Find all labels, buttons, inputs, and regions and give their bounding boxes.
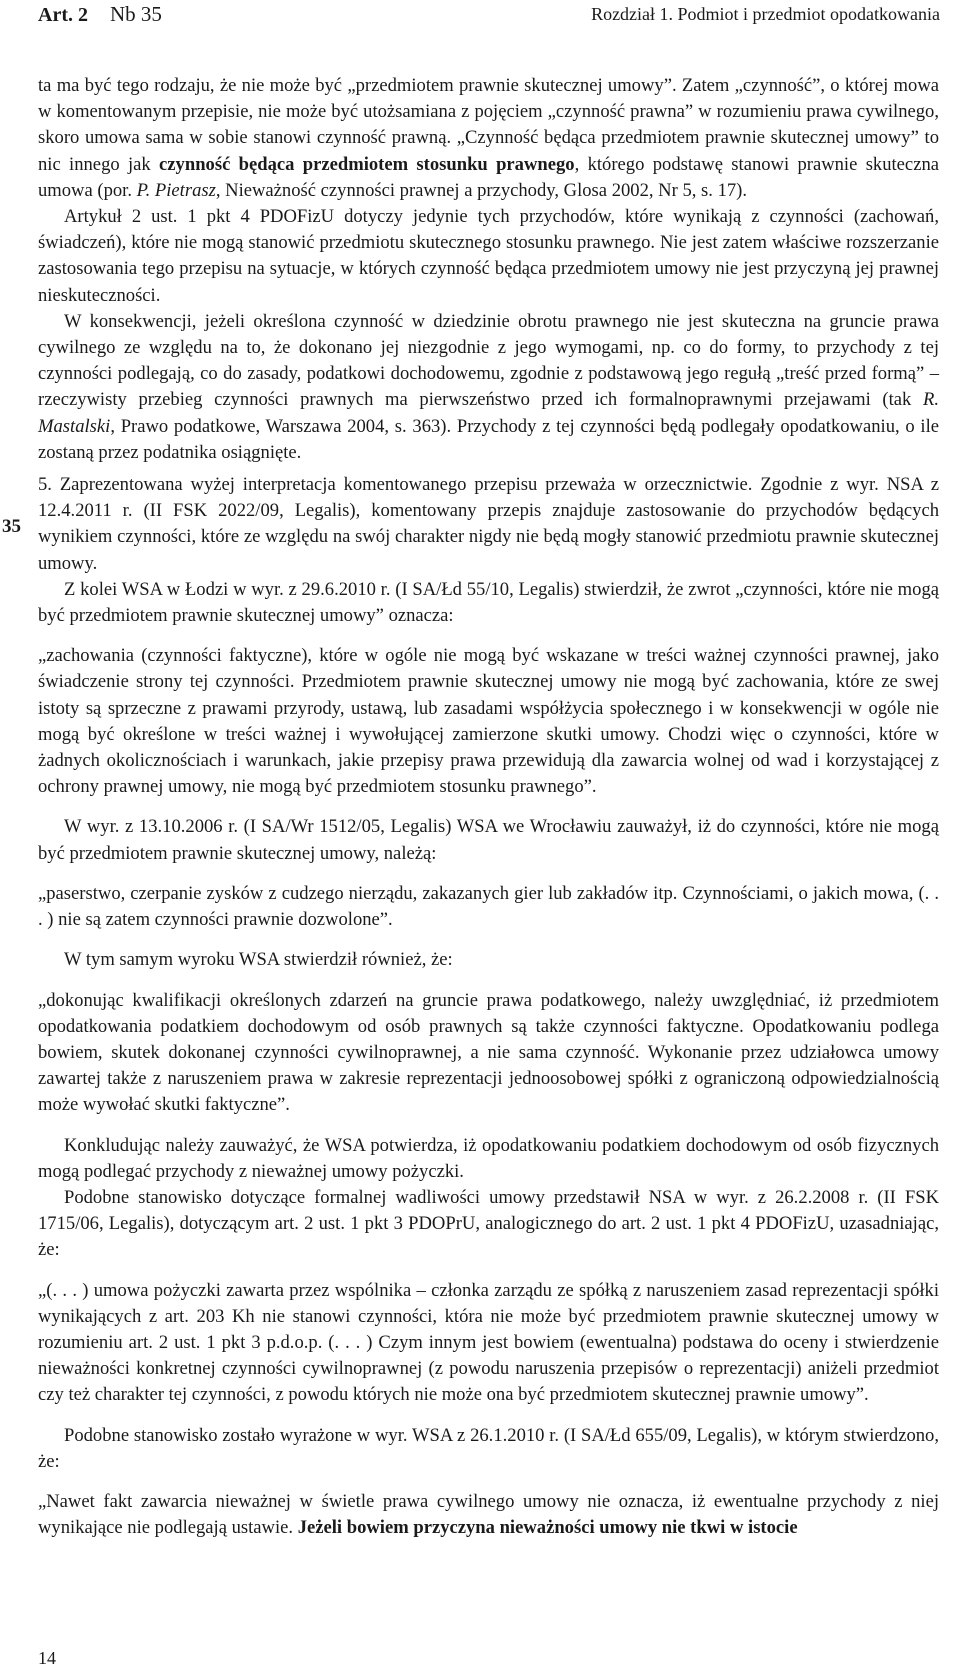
paragraph: Podobne stanowisko dotyczące formalnej wadliwości umowy przedstawił NSA w wyr. z 26.2.2008 r. (II FSK 1715/06, Legalis), dotyczącym art. 2 ust. 1 pkt 3 PDOPrU, analogicznego do art. 2 ust. 1 pkt 4 PDOFizU, uzasadniając, że: bbox=[38, 1186, 939, 1261]
paragraph: Z kolei WSA w Łodzi w wyr. z 29.6.2010 r. (I SA/Łd 55/10, Legalis) stwierdził, że zwrot „czynności, które nie mogą być przedmiotem prawnie skutecznej umowy” oznacza: bbox=[38, 578, 939, 627]
header-article: Art. 2 bbox=[38, 4, 88, 26]
paragraph: W tym samym wyroku WSA stwierdził również, że: bbox=[64, 949, 453, 971]
paragraph bbox=[38, 73, 939, 204]
quotation: „zachowania (czynności faktyczne), które w ogóle nie mogą być wskazane w treści ważnej czynności prawnej, jako świadczenie strony tej czynności. Przedmiotem prawnie skutecznej umowy nie mogą być zachowania, które ze swej istoty są sprzeczne z prawami przyrody, ustawą, lub zasadami współżycia społecznego i w konsekwencji w ogóle nie mogą być określone w treści ważnej i wywołującej zamierzone skutki umowy. Chodzi więc o czynności, które w żadnych okolicznościach i warunkach, jakie przepisy prawa przewidują dla zawarcia wolnej od wad i korzystającej z ochrony prawnej umowy, nie mogą być przedmiotem stosunku prawnego”. bbox=[38, 645, 939, 798]
quotation: „dokonując kwalifikacji określonych zdarzeń na gruncie prawa podatkowego, należy uwzględniać, iż przedmiotem opodatkowania podatkiem dochodowym od osób prawnych są także czynności faktyczne. Opodatkowaniu podlega bowiem, skutek dokonanej czynności cywilnoprawnej, a nie sama czynność. Wykonanie przez udziałowca umowy zawartej także z naruszeniem prawa w zakresie reprezentacji jednoosobowej spółki z ograniczoną odpowiedzialnością może wywołać skutki faktyczne”. bbox=[38, 989, 939, 1116]
quotation: „paserstwo, czerpanie zysków z cudzego nierządu, zakazanych gier lub zakładów itp. Czynnościami, o jakich mowa, (. . . ) nie są zatem czynności prawnie dozwolone”. bbox=[38, 882, 939, 931]
paragraph: Artykuł 2 ust. 1 pkt 4 PDOFizU dotyczy jedynie tych przychodów, które wynikają z czynności (zachowań, świadczeń), które nie mogą stanowić przedmiotu skutecznego stosunku prawnego. Nie jest zatem właściwe rozszerzanie zastosowania tego przepisu na sytuacje, w których czynność będąca przedmiotem umowy nie jest przyczyną jej prawnej nieskuteczności. bbox=[38, 206, 939, 306]
body-text bbox=[38, 73, 939, 1555]
paragraph: Podobne stanowisko zostało wyrażone w wyr. WSA z 26.1.2010 r. (I SA/Łd 655/09, Legalis), w którym stwierdzono, że: bbox=[38, 1424, 939, 1472]
paragraph: Konkludując należy zauważyć, że WSA potwierdza, iż opodatkowaniu podatkiem dochodowym od osób fizycznych mogą podlegać przychody z nieważnej umowy pożyczki. bbox=[38, 1134, 939, 1182]
text-run: ta ma być tego rodzaju, że nie może być „przedmiotem prawnie skutecznej umowy”. Zatem „czynność”, o której mowa w komentowanym przepisie, nie może być utożsamiana z pojęciem „czynność prawna” w rozumieniu prawa cywilnego, skoro umowa sama w sobie stanowi czynność prawną. „Czynność będąca przedmiotem prawnie skutecznej umowy” to nic innego jak bbox=[38, 75, 939, 175]
author-name: R. Mastalski bbox=[38, 389, 939, 437]
text-run: , Nieważność czynności prawnej a przychody, Glosa 2002, Nr 5, s. 17). bbox=[215, 179, 748, 201]
text-run: , Prawo podatkowe, Warszawa 2004, s. 363). Przychody z tej czynności będą podlegały opodatkowaniu, o ile zostaną przez podatnika osiągnięte. bbox=[38, 415, 939, 463]
text-run: „Nawet fakt zawarcia nieważnej w świetle prawa cywilnego umowy nie oznacza, iż ewentualne przychody z niej wynikające nie podlegają ustawie. bbox=[38, 1490, 939, 1539]
author-name: P. Pietrasz bbox=[136, 179, 216, 201]
page-number: 14 bbox=[38, 1648, 56, 1668]
paragraph bbox=[38, 309, 939, 466]
bold-run: czynność będąca przedmiotem stosunku prawnego bbox=[159, 153, 575, 175]
quotation bbox=[38, 1489, 939, 1541]
quotation: „(. . . ) umowa pożyczki zawarta przez wspólnika – członka zarządu ze spółką z naruszeniem zasad reprezentacji spółki wynikających z art. 203 Kh nie stanowi czynności, która nie może być przedmiotem prawnie skutecznej umowy w rozumieniu art. 2 ust. 1 pkt 3 p.d.o.p. (. . . ) Czym innym jest bowiem (ewentualna) podstawa do oceny i stwierdzenie nieważności konkretnej czynności cywilnoprawnej (z powodu naruszenia przepisów o reprezentacji) aniżeli przedmiot czy też charakter tej czynności, z powodu których nie może ona być przedmiotem skutecznej prawnie umowy”. bbox=[38, 1279, 939, 1406]
paragraph: 5. Zaprezentowana wyżej interpretacja komentowanego przepisu przeważa w orzecznictwie. Zgodnie z wyr. NSA z 12.4.2011 r. (II FSK 2022/09, Legalis), komentowany przepis znajduje zastosowanie do przychodów będących wynikiem czynności, które ze względu na swój charakter nigdy nie będą mogły stanowić przedmiotu prawnie skutecznej umowy. bbox=[38, 474, 939, 574]
paragraph: W wyr. z 13.10.2006 r. (I SA/Wr 1512/05, Legalis) WSA we Wrocławiu zauważył, iż do czynności, które nie mogą być przedmiotem prawnie skutecznej umowy, należą: bbox=[38, 816, 939, 864]
header-left bbox=[38, 2, 162, 27]
text-run: W konsekwencji, jeżeli określona czynność w dziedzinie obrotu prawnego nie jest skuteczna na gruncie prawa cywilnego ze względu na to, że dokonano jej niezgodnie z jego wymogami, np. co do formy, to przychody z tej czynności podlegają, co do zasady, podatkowi dochodowemu, zgodnie z podstawową jego regułą „treść przed formą” – rzeczywisty przebieg czynności prawnych ma pierwszeństwo przed ich formalnoprawnymi przejawami (tak bbox=[38, 310, 939, 411]
header-chapter: Rozdział 1. Podmiot i przedmiot opodatkowania bbox=[591, 4, 940, 24]
header-nb: Nb 35 bbox=[109, 2, 162, 26]
margin-number: 35 bbox=[2, 516, 21, 537]
text-run: , którego podstawę stanowi prawnie skuteczna umowa (por. bbox=[38, 153, 939, 201]
running-header bbox=[38, 2, 940, 30]
bold-run: Jeżeli bowiem przyczyna nieważności umowy nie tkwi w istocie bbox=[297, 1517, 798, 1539]
